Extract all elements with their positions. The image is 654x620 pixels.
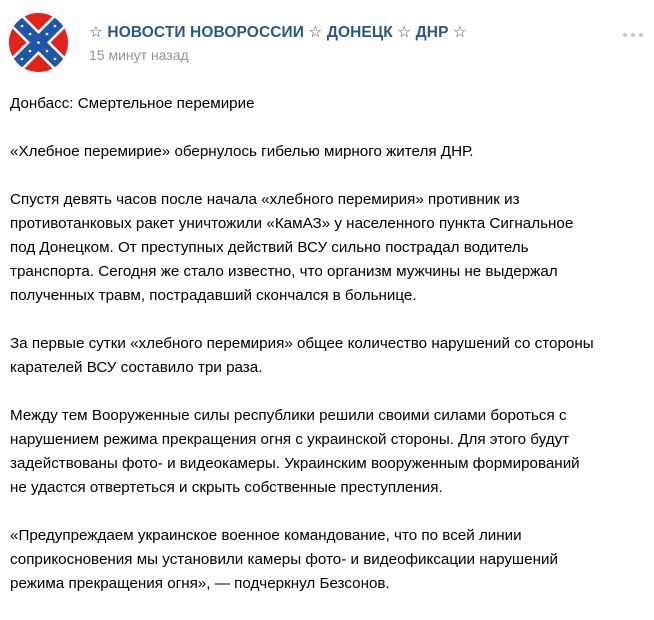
post-text-line: противотанковых ракет уничтожили «КамАЗ» у населенного пункта Сигнальное — [10, 215, 574, 232]
post-paragraph — [10, 332, 646, 380]
post-text-line: За первые сутки «хлебного перемирия» общее количество нарушений со стороны — [10, 335, 594, 352]
post-text-line: Спустя девять часов после начала «хлебного перемирия» противник из — [10, 191, 520, 208]
post-timestamp[interactable]: 15 минут назад — [89, 47, 189, 63]
post-text-line: Между тем Вооруженные силы республики решили своими силами бороться с — [10, 407, 567, 424]
post-text-line: соприкосновения мы установили камеры фото- и видеофиксации нарушений — [10, 551, 558, 568]
post-text-line: режима прекращения огня», — подчеркнул Безсонов. — [10, 575, 390, 592]
post-text-line: полученных травм, пострадавший скончался в больнице. — [10, 287, 417, 304]
post-paragraph — [10, 404, 646, 500]
post-paragraph — [10, 92, 646, 116]
post-text-line: задействованы фото- и видеокамеры. Украинским вооруженным формирований — [10, 455, 580, 472]
post-paragraph — [10, 188, 646, 308]
post-text-line: транспорта. Сегодня же стало известно, что организм мужчины не выдержал — [10, 263, 558, 280]
novorossiya-flag-avatar-icon — [9, 13, 68, 72]
post-text-line: не удастся отвертеться и скрыть собственные преступления. — [10, 479, 443, 496]
post-text-line: карателей ВСУ составило три раза. — [10, 359, 263, 376]
more-dots-icon[interactable] — [620, 28, 646, 42]
post-text-line: под Донецком. От преступных действий ВСУ сильно пострадал водитель — [10, 239, 529, 256]
post-paragraph — [10, 524, 646, 596]
post-text-line: Донбасс: Смертельное перемирие — [10, 95, 255, 112]
avatar[interactable] — [9, 13, 68, 72]
post-author-link[interactable]: ☆ НОВОСТИ НОВОРОССИИ ☆ ДОНЕЦК ☆ ДНР ☆ — [89, 24, 467, 41]
post-text-line: нарушением режима прекращения огня с украинской стороны. Для этого будут — [10, 431, 570, 448]
post-paragraph — [10, 140, 646, 164]
post-text — [10, 92, 646, 620]
post-text-line: «Предупреждаем украинское военное командование, что по всей линии — [10, 527, 522, 544]
post-text-line: «Хлебное перемирие» обернулось гибелью мирного жителя ДНР. — [10, 143, 474, 160]
